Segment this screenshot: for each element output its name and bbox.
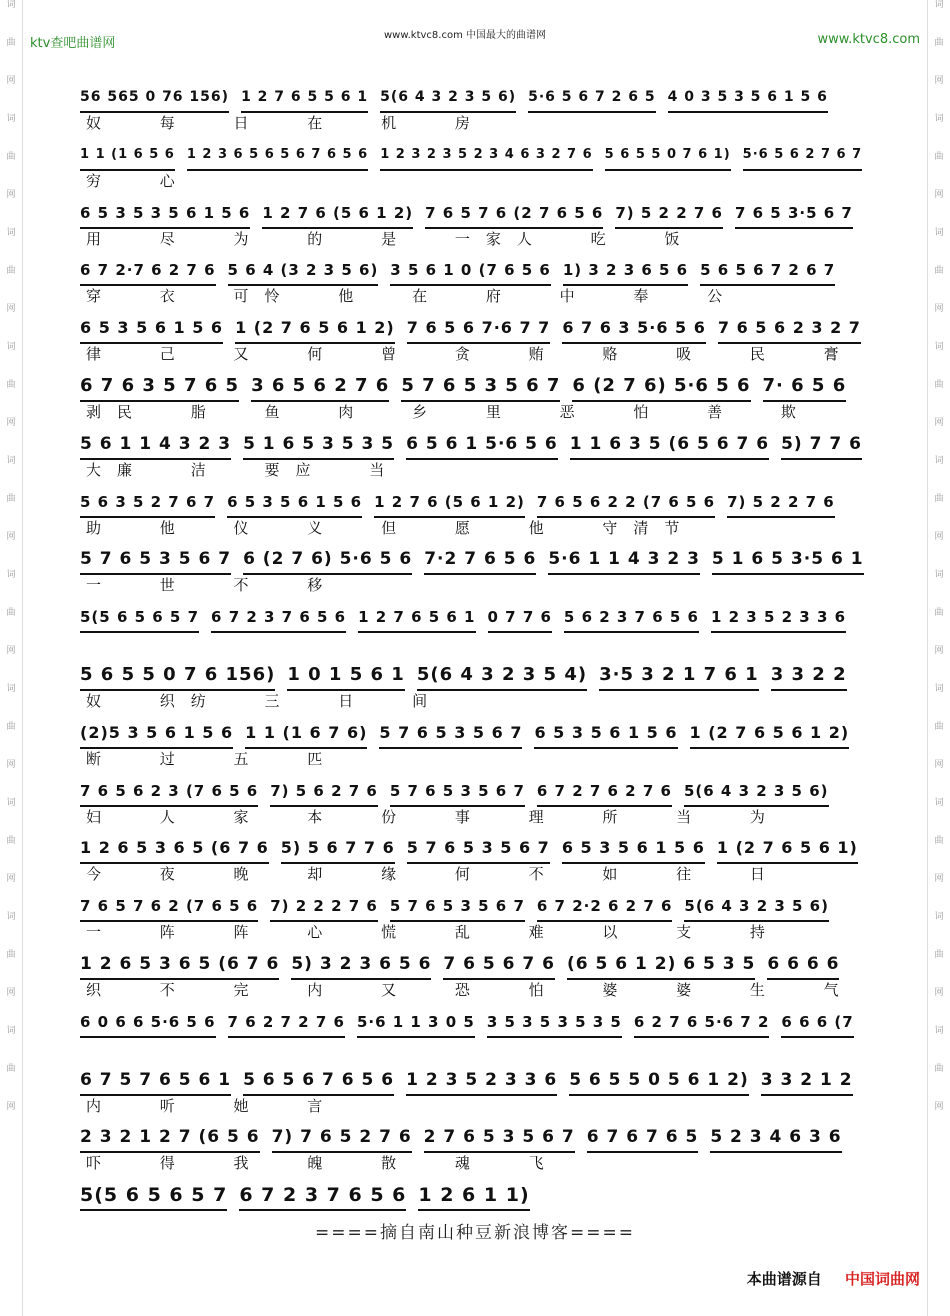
watermark-glyph: 曲 [934, 722, 944, 732]
note-line [80, 431, 880, 457]
measure: 1) 3 2 3 6 5 6 [563, 257, 688, 286]
note-line [80, 1067, 880, 1093]
measure: 5·6 5 6 2 7 6 7 [743, 142, 862, 171]
measure: 5 6 4 (3 2 3 5 6) [228, 257, 379, 286]
watermark-glyph: 词 [6, 456, 16, 466]
measure: 5 7 6 5 3 5 6 7 [390, 893, 525, 922]
watermark-glyph: 网 [6, 532, 16, 542]
lyric-line: 律 己 又 何 曾 贪 贿 赂 吸 民 膏 [86, 345, 855, 364]
note-line [80, 489, 880, 515]
measure: 5 6 5 6 7 6 5 6 [243, 1067, 394, 1096]
watermark-glyph: 网 [934, 532, 944, 542]
watermark-glyph: 词 [934, 1026, 944, 1036]
measure: 6 5 6 1 5·6 5 6 [406, 431, 558, 460]
measure: 56 565 0 76 156) [80, 84, 229, 113]
watermark-glyph: 网 [6, 760, 16, 770]
watermark-glyph: 词 [934, 912, 944, 922]
watermark-glyph: 曲 [934, 608, 944, 618]
measure: 6 5 3 5 3 5 6 1 5 6 [80, 200, 250, 229]
watermark-glyph: 词 [6, 570, 16, 580]
watermark-glyph: 网 [934, 1102, 944, 1112]
measure: 2 3 2 1 2 7 (6 5 6 [80, 1124, 260, 1153]
measure: 1 2 6 1 1) [418, 1182, 529, 1211]
note-line [80, 1009, 880, 1035]
score-line [80, 373, 880, 431]
measure: 1 (2 7 6 5 6 1 2) [235, 315, 395, 344]
measure: 6 7 2·7 6 2 7 6 [80, 257, 216, 286]
measure: 4 0 3 5 3 5 6 1 5 6 [668, 84, 828, 113]
measure: 6 5 3 5 6 1 5 6 [80, 315, 223, 344]
measure: 1 1 (1 6 7 6) [245, 720, 367, 749]
watermark-glyph: 曲 [934, 266, 944, 276]
note-line [80, 315, 880, 341]
watermark-glyph: 词 [6, 798, 16, 808]
note-line [80, 373, 880, 399]
lyric-line: 奴 每 日 在 机 房 [86, 114, 486, 132]
watermark-glyph: 词 [6, 912, 16, 922]
watermark-glyph: 词 [934, 456, 944, 466]
lyric-line: 织 不 完 内 又 恐 怕 婆 婆 生 气 [86, 980, 855, 999]
note-line [80, 84, 880, 110]
watermark-glyph: 曲 [6, 152, 16, 162]
measure: 1 2 3 6 5 6 5 6 7 6 5 6 [187, 142, 368, 171]
measure: 6 7 2 3 7 6 5 6 [211, 604, 346, 633]
watermark-glyph: 网 [6, 418, 16, 428]
measure: 7 6 5 3·5 6 7 [735, 200, 853, 229]
measure: 6 7 6 3 5·6 5 6 [562, 315, 706, 344]
measure: 1 2 7 6 (5 6 1 2) [374, 489, 525, 518]
measure: (2)5 3 5 6 1 5 6 [80, 720, 233, 749]
watermark-glyph: 曲 [6, 722, 16, 732]
watermark-glyph: 曲 [934, 494, 944, 504]
watermark-glyph: 曲 [6, 380, 16, 390]
score-line [80, 778, 880, 836]
measure: 7) 5 2 2 7 6 [727, 489, 835, 518]
measure: 7 6 5 6 2 3 2 7 [718, 315, 861, 344]
measure: 6 (2 7 6) 5·6 5 6 [243, 546, 412, 575]
score-line [80, 142, 880, 200]
lyric-line: 剥民 脂 鱼 肉 乡 里 恶 怕 善 欺 [86, 402, 812, 421]
left-watermark-strip [0, 0, 23, 1316]
measure: 5(5 6 5 6 5 7 [80, 1182, 227, 1211]
measure: 5) 7 7 6 [781, 431, 862, 460]
lyric-line: 一 阵 阵 心 慌 乱 难 以 支 持 [86, 923, 781, 942]
watermark-glyph: 词 [934, 798, 944, 808]
measure: 5 6 3 5 2 7 6 7 [80, 489, 215, 518]
note-line [80, 835, 880, 861]
watermark-glyph: 曲 [934, 38, 944, 48]
measure: 5(6 4 3 2 3 5 4) [417, 662, 587, 691]
measure: 7 6 5 6 7 6 [443, 951, 555, 980]
measure: 5 6 5 5 0 5 6 1 2) [569, 1067, 749, 1096]
measure: 5 1 6 5 3 5 3 5 [243, 431, 394, 460]
measure: 7·2 7 6 5 6 [424, 546, 536, 575]
measure: 1 2 3 2 3 5 2 3 4 6 3 2 7 6 [380, 142, 592, 171]
measure: 3 5 6 1 0 (7 6 5 6 [390, 257, 551, 286]
measure: 6 7 6 3 5 7 6 5 [80, 373, 239, 402]
measure: 5 6 1 1 4 3 2 3 [80, 431, 231, 460]
watermark-glyph: 网 [934, 646, 944, 656]
lyric-line: 今 夜 晚 却 缘 何 不 如 往 日 [86, 865, 781, 884]
source-label: 本曲谱源自 [746, 1270, 822, 1288]
measure: 5 7 6 5 3 5 6 7 [379, 720, 522, 749]
measure: 7 6 5 6 2 3 (7 6 5 6 [80, 778, 258, 807]
measure: 5 7 6 5 3 5 6 7 [390, 778, 525, 807]
watermark-glyph: 网 [6, 988, 16, 998]
measure: (6 5 6 1 2) 6 5 3 5 [567, 951, 755, 980]
measure: 2 7 6 5 3 5 6 7 [424, 1124, 575, 1153]
watermark-glyph: 曲 [6, 266, 16, 276]
measure: 5(6 4 3 2 3 5 6) [684, 893, 829, 922]
source-credit: ====摘自南山种豆新浪博客==== [315, 1223, 635, 1243]
measure: 7) 5 2 2 7 6 [615, 200, 723, 229]
measure: 5(6 4 3 2 3 5 6) [380, 84, 516, 113]
measure: 6 5 3 5 6 1 5 6 [227, 489, 362, 518]
note-line [80, 1182, 880, 1208]
watermark-glyph: 词 [6, 342, 16, 352]
measure: 7 6 5 7 6 2 (7 6 5 6 [80, 893, 258, 922]
watermark-glyph: 网 [6, 190, 16, 200]
watermark-glyph: 网 [6, 646, 16, 656]
measure: 7 6 5 6 2 2 (7 6 5 6 [537, 489, 715, 518]
watermark-glyph: 词 [6, 114, 16, 124]
header-site-url[interactable]: www.ktvc8.com [817, 32, 920, 47]
watermark-glyph: 词 [934, 342, 944, 352]
watermark-glyph: 网 [934, 760, 944, 770]
score-line [80, 200, 880, 258]
measure: 6 5 3 5 6 1 5 6 [534, 720, 677, 749]
note-line [80, 951, 880, 977]
measure: 1 2 6 5 3 6 5 (6 7 6 [80, 835, 269, 864]
lyric-line: 助 他 仪 义 但 愿 他 守清节 [86, 518, 696, 537]
measure: 1 2 3 5 2 3 3 6 [406, 1067, 557, 1096]
score-line [80, 1067, 880, 1125]
measure: 1 2 6 5 3 6 5 (6 7 6 [80, 951, 279, 980]
measure: 5 7 6 5 3 5 6 7 [407, 835, 550, 864]
watermark-glyph: 网 [6, 304, 16, 314]
score-line [80, 1009, 880, 1067]
lyric-line: 穿 衣 可怜 他 在 府 中 奉 公 [86, 287, 739, 306]
measure: 5 7 6 5 3 5 6 7 [80, 546, 231, 575]
numbered-music-score [80, 84, 880, 1240]
watermark-glyph: 词 [6, 0, 16, 10]
source-attribution [747, 1268, 920, 1289]
lyric-line: 穷 心 [86, 171, 191, 190]
watermark-glyph: 网 [6, 874, 16, 884]
watermark-glyph: 网 [934, 76, 944, 86]
measure: 5·6 1 1 4 3 2 3 [548, 546, 700, 575]
measure: 1 (2 7 6 5 6 1) [717, 835, 858, 864]
measure: 1 2 3 5 2 3 3 6 [711, 604, 846, 633]
score-line [80, 431, 880, 489]
measure: 6 7 2 7 6 2 7 6 [537, 778, 672, 807]
measure: 1 2 7 6 (5 6 1 2) [262, 200, 413, 229]
watermark-glyph: 词 [934, 114, 944, 124]
lyric-line [80, 630, 880, 656]
measure: 3 3 2 2 [771, 662, 847, 691]
watermark-glyph: 词 [6, 228, 16, 238]
lyric-line: 妇 人 家 本 份 事 理 所 当 为 [86, 807, 781, 826]
measure: 1 1 (1 6 5 6 [80, 142, 175, 171]
watermark-glyph: 网 [934, 874, 944, 884]
measure: 6 7 6 7 6 5 [587, 1124, 699, 1153]
watermark-glyph: 词 [934, 570, 944, 580]
watermark-glyph: 曲 [934, 836, 944, 846]
measure: 7· 6 5 6 [763, 373, 847, 402]
measure: 6 6 6 6 [767, 951, 839, 980]
measure: 5 2 3 4 6 3 6 [710, 1124, 841, 1153]
score-line [80, 662, 880, 720]
lyric-line: 大廉 洁 要应 当 [86, 460, 401, 479]
measure: 5·6 5 6 7 2 6 5 [528, 84, 656, 113]
measure: 1 2 7 6 5 5 6 1 [241, 84, 368, 113]
score-line [80, 835, 880, 893]
measure: 7 6 5 6 7·6 7 7 [407, 315, 551, 344]
lyric-line [80, 1035, 880, 1061]
measure: 6 7 5 7 6 5 6 1 [80, 1067, 231, 1096]
score-line [80, 546, 880, 604]
note-line [80, 546, 880, 572]
note-line [80, 1124, 880, 1150]
score-line [80, 489, 880, 547]
measure: 6 (2 7 6) 5·6 5 6 [572, 373, 750, 402]
watermark-glyph: 曲 [6, 1064, 16, 1074]
score-line [80, 84, 880, 142]
watermark-glyph: 曲 [6, 836, 16, 846]
note-line [80, 893, 880, 919]
watermark-glyph: 曲 [934, 152, 944, 162]
watermark-glyph: 词 [6, 1026, 16, 1036]
measure: 5(6 4 3 2 3 5 6) [684, 778, 829, 807]
watermark-glyph: 曲 [934, 950, 944, 960]
measure: 1 0 1 5 6 1 [287, 662, 404, 691]
measure: 5 6 5 5 0 7 6 1) [605, 142, 731, 171]
note-line [80, 257, 880, 283]
measure: 5) 3 2 3 6 5 6 [291, 951, 431, 980]
measure: 3·5 3 2 1 7 6 1 [599, 662, 759, 691]
measure: 5 7 6 5 3 5 6 7 [401, 373, 560, 402]
measure: 3 6 5 6 2 7 6 [251, 373, 389, 402]
measure: 0 7 7 6 [488, 604, 552, 633]
measure: 6 7 2 3 7 6 5 6 [239, 1182, 406, 1211]
measure: 7) 2 2 2 7 6 [270, 893, 378, 922]
measure: 1 (2 7 6 5 6 1 2) [690, 720, 850, 749]
measure: 3 5 3 5 3 5 3 5 [487, 1009, 622, 1038]
page-header [0, 26, 950, 51]
measure: 6 2 7 6 5·6 7 2 [634, 1009, 770, 1038]
note-line [80, 142, 880, 168]
note-line [80, 778, 880, 804]
measure: 6 6 6 (7 [781, 1009, 853, 1038]
lyric-line: 用 尽 为 的 是 一家人 吃 饭 [86, 229, 696, 248]
measure: 1 2 7 6 5 6 1 [358, 604, 475, 633]
measure: 1 1 6 3 5 (6 5 6 7 6 [570, 431, 769, 460]
watermark-glyph: 曲 [6, 608, 16, 618]
measure: 5) 5 6 7 7 6 [281, 835, 395, 864]
measure: 3 3 2 1 2 [761, 1067, 853, 1096]
lyric-line: 断 过 五 匹 [86, 749, 339, 768]
note-line [80, 662, 880, 688]
note-line [80, 720, 880, 746]
lyric-line: 内 听 她 言 [86, 1096, 339, 1115]
watermark-glyph: 曲 [934, 1064, 944, 1074]
watermark-glyph: 词 [6, 684, 16, 694]
lyric-line: 奴 织纺 三 日 间 [86, 691, 444, 710]
source-site-link[interactable]: 中国词曲网 [844, 1270, 920, 1288]
score-line [80, 893, 880, 951]
score-line [80, 720, 880, 778]
watermark-glyph: 曲 [6, 950, 16, 960]
measure: 7 6 2 7 2 7 6 [228, 1009, 345, 1038]
measure: 5 1 6 5 3·5 6 1 [712, 546, 864, 575]
watermark-glyph: 词 [934, 228, 944, 238]
right-watermark-strip [927, 0, 950, 1316]
measure: 7) 5 6 2 7 6 [270, 778, 378, 807]
watermark-glyph: 网 [934, 418, 944, 428]
watermark-glyph: 曲 [934, 380, 944, 390]
measure: 7) 7 6 5 2 7 6 [272, 1124, 412, 1153]
measure: 5 6 5 6 7 2 6 7 [700, 257, 835, 286]
measure: 5 6 5 5 0 7 6 156) [80, 662, 275, 691]
watermark-glyph: 曲 [6, 494, 16, 504]
watermark-glyph: 曲 [6, 38, 16, 48]
note-line [80, 604, 880, 630]
note-line [80, 200, 880, 226]
measure: 6 5 3 5 6 1 5 6 [562, 835, 705, 864]
watermark-glyph: 网 [934, 190, 944, 200]
watermark-glyph: 网 [6, 1102, 16, 1112]
lyric-line: 一 世 不 移 [86, 576, 339, 595]
measure: 6 0 6 6 5·6 5 6 [80, 1009, 216, 1038]
watermark-glyph: 词 [934, 684, 944, 694]
score-line [80, 257, 880, 315]
watermark-glyph: 网 [934, 988, 944, 998]
score-line [80, 1124, 880, 1182]
lyric-line: 吓 得 我 魄 散 魂 飞 [86, 1154, 560, 1173]
measure: 7 6 5 7 6 (2 7 6 5 6 [425, 200, 603, 229]
measure: 6 7 2·2 6 2 7 6 [537, 893, 673, 922]
score-line [80, 951, 880, 1009]
header-site-name[interactable]: ktv查吧曲谱网 [30, 36, 116, 51]
watermark-glyph: 网 [934, 304, 944, 314]
watermark-glyph: 网 [6, 76, 16, 86]
score-line [80, 315, 880, 373]
measure: 5(5 6 5 6 5 7 [80, 604, 199, 633]
measure: 5·6 1 1 3 0 5 [357, 1009, 475, 1038]
measure: 5 6 2 3 7 6 5 6 [564, 604, 699, 633]
header-tagline: www.ktvc8.com 中国最大的曲谱网 [384, 30, 547, 41]
watermark-glyph: 词 [934, 0, 944, 10]
score-line [80, 604, 880, 662]
